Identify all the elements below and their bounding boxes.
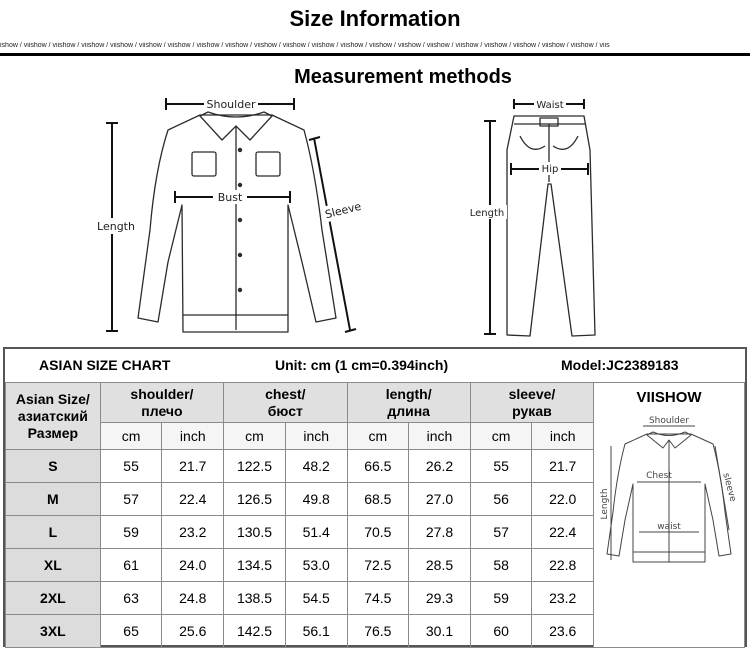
- pants-diagram: [465, 92, 615, 342]
- hip-label: Hip: [541, 164, 559, 175]
- shirt-thumbnail: [599, 412, 739, 582]
- table-cell: 23.2: [162, 516, 224, 549]
- table-cell: 59: [470, 582, 532, 615]
- length-inch-header: inch: [409, 423, 471, 450]
- table-cell: 24.8: [162, 582, 224, 615]
- shoulder-cm-header: cm: [100, 423, 162, 450]
- thumb-sleeve-label: sleeve: [720, 472, 738, 503]
- chart-title: ASIAN SIZE CHART: [39, 357, 171, 373]
- brand-name: VIISHOW: [636, 389, 702, 406]
- table-cell: 27.8: [409, 516, 471, 549]
- pants-outline: [507, 116, 595, 336]
- table-cell: 60: [470, 615, 532, 648]
- shirt-diagram: [90, 92, 380, 342]
- chest-inch-header: inch: [285, 423, 347, 450]
- shoulder-group-header: shoulder/ плечо: [100, 383, 223, 423]
- table-cell: 58: [470, 549, 532, 582]
- pants-length-label: Length: [469, 208, 505, 219]
- table-cell: 21.7: [162, 450, 224, 483]
- size-table: [5, 382, 745, 648]
- thumb-waist-label: waist: [657, 522, 681, 532]
- table-cell: 76.5: [347, 615, 409, 648]
- table-cell: 53.0: [285, 549, 347, 582]
- length-cm-header: cm: [347, 423, 409, 450]
- table-cell: 130.5: [224, 516, 286, 549]
- length-group-header: length/ длина: [347, 383, 470, 423]
- size-label: 3XL: [6, 615, 101, 648]
- table-cell: 23.6: [532, 615, 594, 648]
- table-cell: 142.5: [224, 615, 286, 648]
- table-cell: 72.5: [347, 549, 409, 582]
- chest-cm-header: cm: [224, 423, 286, 450]
- size-label: S: [6, 450, 101, 483]
- table-cell: 29.3: [409, 582, 471, 615]
- shoulder-inch-header: inch: [162, 423, 224, 450]
- table-cell: 68.5: [347, 483, 409, 516]
- table-cell: 22.8: [532, 549, 594, 582]
- waist-label: Waist: [536, 100, 564, 111]
- table-cell: 138.5: [224, 582, 286, 615]
- table-cell: 22.4: [532, 516, 594, 549]
- table-cell: 57: [470, 516, 532, 549]
- table-cell: 22.0: [532, 483, 594, 516]
- bust-label: Bust: [217, 191, 243, 204]
- section-title: Measurement methods: [294, 66, 512, 88]
- table-cell: 22.4: [162, 483, 224, 516]
- table-cell: 74.5: [347, 582, 409, 615]
- page-title: Size Information: [289, 6, 461, 31]
- brand-panel: [594, 383, 745, 648]
- size-column-header: Asian Size/ азиатский Размер: [6, 383, 101, 450]
- sleeve-measure-line: [314, 138, 350, 330]
- sleeve-inch-header: inch: [532, 423, 594, 450]
- table-cell: 55: [470, 450, 532, 483]
- table-cell: 134.5: [224, 549, 286, 582]
- table-cell: 126.5: [224, 483, 286, 516]
- table-cell: 48.2: [285, 450, 347, 483]
- table-cell: 70.5: [347, 516, 409, 549]
- table-cell: 63: [100, 582, 162, 615]
- table-cell: 55: [100, 450, 162, 483]
- table-cell: 30.1: [409, 615, 471, 648]
- table-cell: 26.2: [409, 450, 471, 483]
- table-cell: 24.0: [162, 549, 224, 582]
- shoulder-label: Shoulder: [206, 98, 256, 111]
- table-cell: 21.7: [532, 450, 594, 483]
- size-chart: [3, 347, 747, 647]
- table-cell: 27.0: [409, 483, 471, 516]
- table-cell: 51.4: [285, 516, 347, 549]
- title-divider: [0, 53, 750, 56]
- length-label: Length: [97, 220, 135, 233]
- chest-group-header: chest/ бюст: [224, 383, 347, 423]
- watermark-ticker: ishow / viishow / viishow / viishow / viishow / viishow / viishow / viishow / viishow / viishow / viishow / viishow / viishow / viishow / viishow / viishow / viishow / viishow / viishow / viishow / viishow / viis: [0, 42, 610, 49]
- table-cell: 23.2: [532, 582, 594, 615]
- table-cell: 56: [470, 483, 532, 516]
- size-label: XL: [6, 549, 101, 582]
- table-cell: 61: [100, 549, 162, 582]
- table-cell: 65: [100, 615, 162, 648]
- table-cell: 66.5: [347, 450, 409, 483]
- chart-header: [5, 349, 745, 383]
- model-number: Model:JC2389183: [561, 357, 679, 373]
- table-cell: 54.5: [285, 582, 347, 615]
- table-cell: 49.8: [285, 483, 347, 516]
- table-cell: 56.1: [285, 615, 347, 648]
- sleeve-group-header: sleeve/ рукав: [470, 383, 593, 423]
- thumb-chest-label: Chest: [646, 471, 672, 481]
- size-label: 2XL: [6, 582, 101, 615]
- sleeve-label: Sleeve: [323, 199, 363, 222]
- table-cell: 59: [100, 516, 162, 549]
- table-cell: 122.5: [224, 450, 286, 483]
- shirt-outline: [138, 115, 336, 332]
- thumb-shoulder-label: Shoulder: [648, 416, 690, 426]
- size-label: M: [6, 483, 101, 516]
- sleeve-cm-header: cm: [470, 423, 532, 450]
- unit-note: Unit: cm (1 cm=0.394inch): [275, 357, 449, 373]
- thumb-length-label: Length: [600, 488, 611, 520]
- table-cell: 28.5: [409, 549, 471, 582]
- size-label: L: [6, 516, 101, 549]
- table-cell: 25.6: [162, 615, 224, 648]
- table-cell: 57: [100, 483, 162, 516]
